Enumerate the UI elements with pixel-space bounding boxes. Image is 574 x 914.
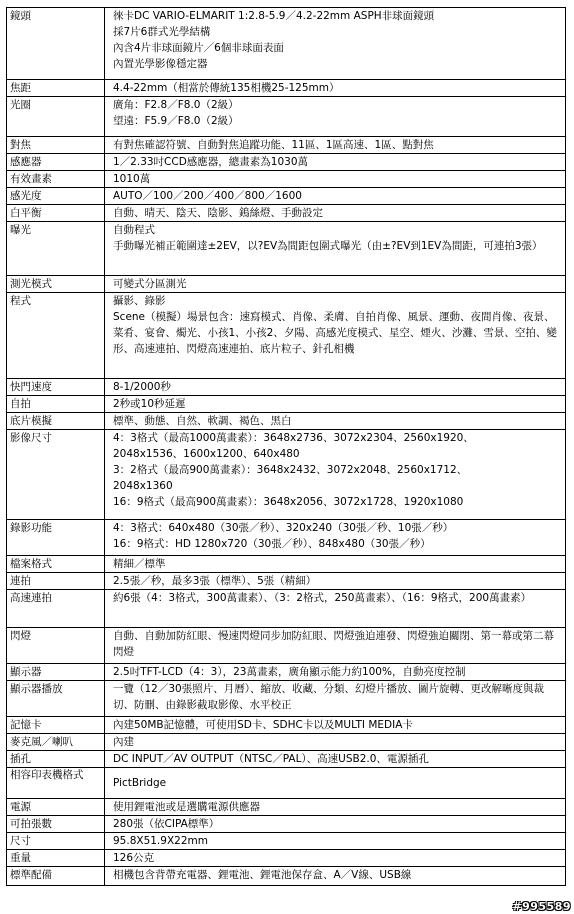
- spec-row: [7, 734, 566, 751]
- spec-value-line: 內置光學影像穩定器: [113, 58, 208, 70]
- spec-label: 快門速度: [7, 379, 105, 396]
- spec-value: [105, 751, 566, 768]
- spec-label: 重量: [7, 850, 105, 867]
- spec-value: [105, 590, 566, 628]
- spec-value-line: 8-1/2000秒: [113, 381, 171, 393]
- spec-value-line: 徠卡DC VARIO-ELMARIT 1:2.8-5.9／4.2-22mm ASPH非球面鏡頭: [113, 10, 435, 22]
- spec-value: [105, 222, 566, 276]
- spec-value: [105, 430, 566, 520]
- spec-value-line: 內含4片非球面鏡片／6個非球面表面: [113, 42, 284, 54]
- spec-label: 感光度: [7, 188, 105, 205]
- spec-label: 相容印表機格式: [7, 768, 105, 799]
- spec-row: [7, 816, 566, 833]
- spec-value-line: 可變式分區測光: [113, 278, 187, 290]
- spec-row: [7, 768, 566, 799]
- spec-value-line: 手動曝光補正範圍達±2EV，以?EV為間距包圍式曝光（由±?EV到1EV為間距，可連拍3張）: [113, 240, 543, 252]
- spec-value-line: 約6張（4：3格式，300萬畫素）、（3：2格式，250萬畫素）、（16：9格式，200萬畫素）: [113, 592, 532, 604]
- spec-value: [105, 205, 566, 222]
- spec-row: [7, 276, 566, 293]
- spec-value: [105, 717, 566, 734]
- spec-label: 感應器: [7, 154, 105, 171]
- spec-row: [7, 833, 566, 850]
- spec-value-line: 2秒或10秒延遲: [113, 398, 186, 410]
- spec-label: 可拍張數: [7, 816, 105, 833]
- spec-label: 有效畫素: [7, 171, 105, 188]
- spec-label: 檔案格式: [7, 556, 105, 573]
- spec-value-line: 相機包含背帶充電器、鋰電池、鋰電池保存盒、A／V線、USB線: [113, 869, 412, 881]
- spec-row: [7, 222, 566, 276]
- spec-label: 閃燈: [7, 628, 105, 664]
- spec-value-line: 有對焦確認符號、自動對焦追蹤功能、11區、1區高速、1區、點對焦: [113, 139, 434, 151]
- spec-label: 連拍: [7, 573, 105, 590]
- spec-table: [6, 7, 566, 886]
- spec-row: [7, 97, 566, 137]
- spec-value: [105, 520, 566, 556]
- spec-value-line: 攝影、錄影: [113, 295, 166, 307]
- spec-value: [105, 556, 566, 573]
- spec-value-line: 3：2格式（最高900萬畫素）：3648x2432、3072x2048、2560x1712、: [113, 464, 468, 476]
- spec-row: [7, 413, 566, 430]
- spec-value: [105, 867, 566, 886]
- spec-label: 顯示器: [7, 664, 105, 681]
- spec-value: [105, 171, 566, 188]
- spec-label: 光圈: [7, 97, 105, 137]
- spec-label: 高速連拍: [7, 590, 105, 628]
- spec-value-line: Scene（模擬）場景包含：速寫模式、肖像、柔膚、自拍肖像、風景、運動、夜間肖像、夜景、菜肴、宴會、燭光、小孩1、小孩2、夕陽、高感光度模式、星空、煙火、沙灘、雪景、空拍、變形、高速連拍、閃燈高速連拍、底片粒子、針孔相機: [113, 311, 557, 355]
- spec-value-line: 自動、晴天、陰天、陰影、鎢絲燈、手動設定: [113, 207, 323, 219]
- spec-value: [105, 681, 566, 717]
- spec-value-line: 2.5吋TFT-LCD（4：3），23萬畫素，廣角顯示能力約100%，自動亮度控制: [113, 666, 466, 678]
- spec-row: [7, 430, 566, 520]
- spec-label: 尺寸: [7, 833, 105, 850]
- spec-value-line: 望遠：F5.9／F8.0（2級）: [113, 115, 239, 127]
- spec-label: 插孔: [7, 751, 105, 768]
- spec-row: [7, 681, 566, 717]
- spec-value-line: 精細／標準: [113, 558, 166, 570]
- spec-row: [7, 590, 566, 628]
- spec-row: [7, 628, 566, 664]
- spec-label: 白平衡: [7, 205, 105, 222]
- spec-label: 對焦: [7, 137, 105, 154]
- spec-row: [7, 573, 566, 590]
- spec-label: 錄影功能: [7, 520, 105, 556]
- spec-label: 焦距: [7, 80, 105, 97]
- spec-row: [7, 751, 566, 768]
- spec-value-line: 自動程式: [113, 224, 155, 236]
- spec-value: [105, 768, 566, 799]
- spec-value: [105, 850, 566, 867]
- spec-label: 顯示器播放: [7, 681, 105, 717]
- spec-value-line: 一覽（12／30張照片、月曆）、縮放、收藏、分類、幻燈片播放、圖片旋轉、更改解晰度與裁切、防刪、由錄影截取影像、水平校正: [113, 683, 544, 711]
- spec-value-line: 2048x1536、1600x1200、640x480: [113, 448, 300, 460]
- spec-value-line: 95.8X51.9X22mm: [113, 835, 208, 847]
- spec-value: [105, 833, 566, 850]
- spec-row: [7, 171, 566, 188]
- spec-row: [7, 556, 566, 573]
- spec-value: [105, 97, 566, 137]
- spec-value-line: 4.4-22mm（相當於傳統135相機25-125mm）: [113, 82, 340, 94]
- spec-row: [7, 188, 566, 205]
- spec-value: [105, 137, 566, 154]
- spec-value: [105, 413, 566, 430]
- spec-label: 程式: [7, 293, 105, 379]
- spec-value-line: 廣角：F2.8／F8.0（2級）: [113, 99, 239, 111]
- spec-row: [7, 850, 566, 867]
- spec-label: 測光模式: [7, 276, 105, 293]
- spec-label: 曝光: [7, 222, 105, 276]
- spec-value-line: 126公克: [113, 852, 155, 864]
- spec-value: [105, 80, 566, 97]
- spec-label: 電源: [7, 799, 105, 816]
- watermark: #995589: [512, 900, 571, 913]
- spec-row: [7, 154, 566, 171]
- spec-value-line: 內建50MB記憶體，可使用SD卡、SDHC卡以及MULTI MEDIA卡: [113, 719, 413, 731]
- spec-value-line: PictBridge: [113, 777, 167, 789]
- spec-value-line: 使用鋰電池或是選購電源供應器: [113, 801, 260, 813]
- spec-label: 鏡頭: [7, 8, 105, 80]
- spec-value: [105, 154, 566, 171]
- spec-value: [105, 379, 566, 396]
- spec-row: [7, 8, 566, 80]
- spec-value-line: AUTO／100／200／400／800／1600: [113, 190, 302, 202]
- spec-label: 標準配備: [7, 867, 105, 886]
- spec-label: 影像尺寸: [7, 430, 105, 520]
- spec-value-line: 採7片6群式光學結構: [113, 26, 211, 38]
- spec-label: 底片模擬: [7, 413, 105, 430]
- spec-row: [7, 520, 566, 556]
- spec-value-line: 4：3格式：640x480（30張／秒）、320x240（30張／秒、10張／秒）: [113, 522, 454, 534]
- spec-value: [105, 293, 566, 379]
- spec-value: [105, 573, 566, 590]
- spec-row: [7, 396, 566, 413]
- spec-table-body: [7, 8, 566, 886]
- spec-value-line: 1010萬: [113, 173, 151, 185]
- spec-value: [105, 799, 566, 816]
- spec-value-line: 2048x1360: [113, 480, 173, 492]
- spec-label: 記憶卡: [7, 717, 105, 734]
- spec-row: [7, 205, 566, 222]
- spec-label: 麥克風／喇叭: [7, 734, 105, 751]
- spec-value-line: 1／2.33吋CCD感應器，總畫素為1030萬: [113, 156, 309, 168]
- spec-value: [105, 816, 566, 833]
- spec-row: [7, 293, 566, 379]
- spec-value: [105, 628, 566, 664]
- spec-row: [7, 137, 566, 154]
- spec-value: [105, 734, 566, 751]
- spec-row: [7, 867, 566, 886]
- spec-value-line: 16：9格式（最高900萬畫素）：3648x2056、3072x1728、1920x1080: [113, 496, 464, 508]
- spec-row: [7, 664, 566, 681]
- spec-row: [7, 799, 566, 816]
- spec-value-line: 內建: [113, 736, 134, 748]
- spec-row: [7, 379, 566, 396]
- spec-value: [105, 396, 566, 413]
- spec-row: [7, 80, 566, 97]
- spec-value: [105, 664, 566, 681]
- spec-value-line: 標準、動態、自然、軟調、褐色、黑白: [113, 415, 292, 427]
- spec-value-line: DC INPUT／AV OUTPUT（NTSC／PAL）、高速USB2.0、電源插孔: [113, 753, 429, 765]
- spec-value-line: 2.5張／秒，最多3張（標準）、5張（精細）: [113, 575, 317, 587]
- spec-value-line: 16：9格式：HD 1280x720（30張／秒）、848x480（30張／秒）: [113, 538, 431, 550]
- spec-value-line: 自動、自動加防紅眼、慢速閃燈同步加防紅眼、閃燈強迫連發、閃燈強迫關閉、第一幕或第二幕閃燈: [113, 630, 554, 658]
- spec-value: [105, 276, 566, 293]
- spec-value: [105, 188, 566, 205]
- spec-row: [7, 717, 566, 734]
- spec-label: 自拍: [7, 396, 105, 413]
- spec-value-line: 280張（依CIPA標準）: [113, 818, 220, 830]
- spec-value-line: 4：3格式（最高1000萬畫素）：3648x2736、3072x2304、2560x1920、: [113, 432, 474, 444]
- spec-value: [105, 8, 566, 80]
